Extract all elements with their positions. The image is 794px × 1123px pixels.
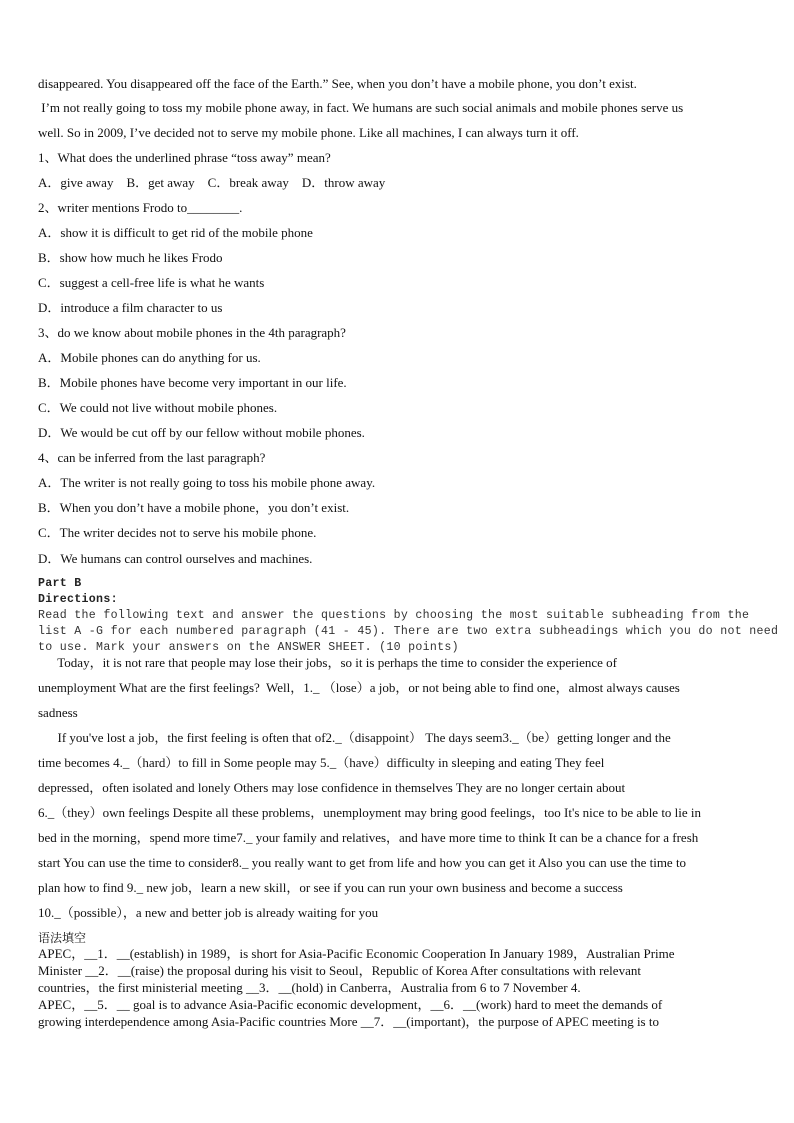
part-b-text-line: 6._（they）own feelings Despite all these problems，unemployment may bring good feelings，too It's nice to be able to lie in [38, 805, 702, 820]
option: B．When you don’t have a mobile phone，you don’t exist. [38, 500, 350, 515]
part-b-text-line: If you've lost a job，the first feeling is often that of2._（disappoint） The days seem3._（be）getting longer and the [38, 730, 671, 745]
grammar-line: countries，the first ministerial meeting __3．__(hold) in Canberra，Australia from 6 to 7 November 4. [38, 980, 581, 995]
question-2: 2、writer mentions Frodo to________. [38, 200, 243, 215]
grammar-line: growing interdependence among Asia-Pacific countries More __7．__(important)，the purpose of APEC meeting is to [38, 1014, 659, 1029]
option: C．The writer decides not to serve his mobile phone. [38, 525, 317, 540]
grammar-title: 语法填空 [38, 931, 87, 945]
option: C．suggest a cell-free life is what he wants [38, 275, 265, 290]
passage-line: well. So in 2009, I’ve decided not to serve my mobile phone. Like all machines, I can always turn it off. [38, 125, 579, 140]
option: B．Mobile phones have become very important in our life. [38, 375, 347, 390]
passage-line: I’m not really going to toss my mobile phone away, in fact. We humans are such social animals and mobile phones serve us [38, 100, 684, 115]
part-b-text-line: 10._（possible），a new and better job is already waiting for you [38, 905, 379, 920]
question-1: 1、What does the underlined phrase “toss away” mean? [38, 150, 331, 165]
part-b-text-line: depressed，often isolated and lonely Others may lose confidence in themselves They are no longer certain about [38, 780, 626, 795]
option: D．We humans can control ourselves and machines. [38, 551, 313, 566]
part-b-text-line: start You can use the time to consider8._ you really want to get from life and how you can get it Also you can use the time to [38, 855, 687, 870]
directions-line: to use. Mark your answers on the ANSWER SHEET. (10 points) [38, 641, 459, 654]
option: B．show how much he likes Frodo [38, 250, 223, 265]
part-b-text-line: time becomes 4._（hard）to fill in Some people may 5._（have）difficulty in sleeping and eating They feel [38, 755, 605, 770]
directions-line: list A -G for each numbered paragraph (41 - 45). There are two extra subheadings which you do not need [38, 625, 779, 638]
part-b-text-line: plan how to find 9._ new job，learn a new skill，or see if you can run your own business and become a success [38, 880, 623, 895]
question-3: 3、do we know about mobile phones in the 4th paragraph? [38, 325, 346, 340]
part-b-text-line: unemployment What are the first feelings? Well，1._ （lose）a job，or not being able to find one，almost always causes [38, 680, 680, 695]
question-4: 4、can be inferred from the last paragraph? [38, 450, 266, 465]
option: C．We could not live without mobile phones. [38, 400, 278, 415]
part-b-title: Part B [38, 577, 82, 590]
passage-line: disappeared. You disappeared off the face of the Earth.” See, when you don’t have a mobile phone, you don’t exist. [38, 76, 637, 91]
directions-line: Read the following text and answer the questions by choosing the most suitable subheading from the [38, 609, 750, 622]
part-b-text-line: Today，it is not rare that people may lose their jobs，so it is perhaps the time to consider the experience of [38, 655, 618, 670]
option: D．introduce a film character to us [38, 300, 223, 315]
option: A．The writer is not really going to toss his mobile phone away. [38, 475, 376, 490]
grammar-line: APEC，__5．__ goal is to advance Asia-Pacific economic development，__6．__(work) hard to meet the demands of [38, 997, 663, 1012]
question-1-options: A．give away B．get away C．break away D．throw away [38, 175, 386, 190]
option: A．Mobile phones can do anything for us. [38, 350, 261, 365]
option: A．show it is difficult to get rid of the mobile phone [38, 225, 313, 240]
directions-label: Directions: [38, 593, 118, 606]
option: D．We would be cut off by our fellow without mobile phones. [38, 425, 365, 440]
part-b-text-line: sadness [38, 705, 78, 720]
grammar-line: Minister __2．__(raise) the proposal during his visit to Seoul，Republic of Korea After consultations with relevant [38, 963, 641, 978]
grammar-line: APEC，__1．__(establish) in 1989，is short for Asia-Pacific Economic Cooperation In January 1989，Australian Prime [38, 946, 675, 961]
part-b-text-line: bed in the morning，spend more time7._ your family and relatives，and have more time to think It can be a chance for a fresh [38, 830, 699, 845]
